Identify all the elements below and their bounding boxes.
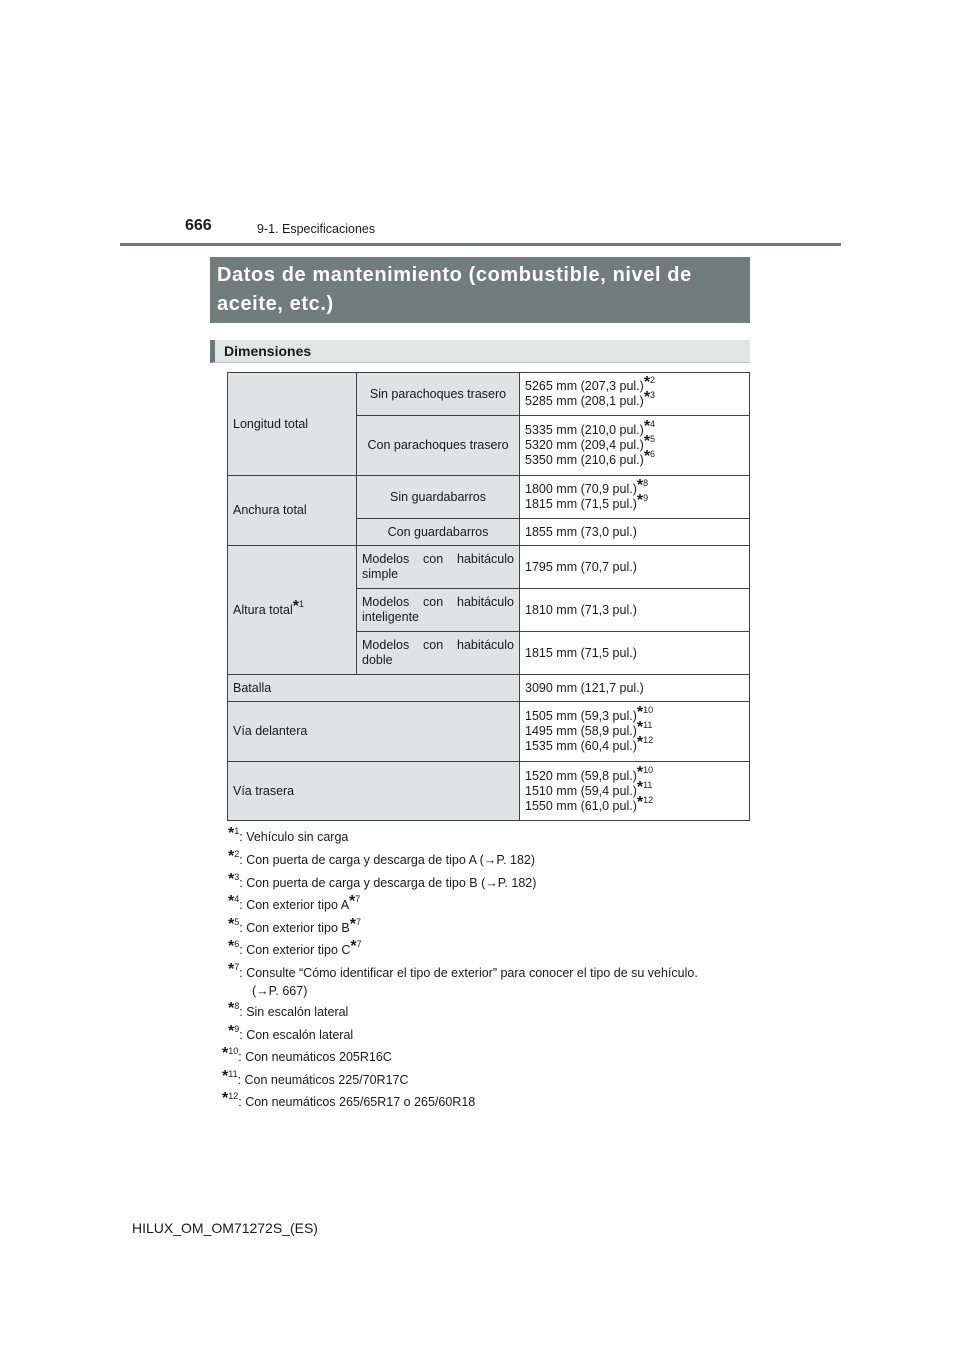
value-cell <box>520 702 750 762</box>
row-header-altura <box>228 546 357 675</box>
footnote-asterisk: * <box>228 893 235 910</box>
note-number: 5 <box>650 434 656 444</box>
table-row <box>228 546 750 589</box>
footnote-number: 12 <box>228 1091 239 1101</box>
note-number: 6 <box>650 449 656 459</box>
value-text: 1510 mm (59,4 pul.) <box>525 783 637 798</box>
footnote-asterisk: * <box>222 1045 229 1062</box>
page-title: Datos de mantenimiento (combustible, nivel de aceite, etc.) <box>210 257 750 323</box>
footnote-text: : Con neumáticos 205R16C <box>238 1050 392 1064</box>
note-asterisk: * <box>636 778 644 796</box>
footnote-text: : Con exterior tipo C <box>239 943 351 957</box>
footnote-number: 10 <box>228 1046 239 1056</box>
row-header-anchura: Anchura total <box>228 476 357 546</box>
note-asterisk: * <box>643 389 651 406</box>
footnote-9 <box>228 1023 354 1043</box>
subheader-sin-guardabarros: Sin guardabarros <box>357 476 520 519</box>
section-label: 9-1. Especificaciones <box>257 222 376 236</box>
note-number: 12 <box>643 794 654 805</box>
footnote-number: 5 <box>234 917 240 927</box>
footnote-text: : Con puerta de carga y descarga de tipo A (→P. 182) <box>239 853 536 867</box>
value-cell: 1815 mm (71,5 pul.) <box>520 632 750 675</box>
subheader-sin-parachoques: Sin parachoques trasero <box>357 373 520 416</box>
note-number: 8 <box>643 478 649 488</box>
footnote-number: 4 <box>234 894 240 904</box>
footnote-asterisk: * <box>228 871 235 888</box>
value-cell <box>520 373 750 416</box>
note-number: 10 <box>643 705 654 715</box>
value-text: 5350 mm (210,6 pul.) <box>525 453 644 467</box>
value-cell: 3090 mm (121,7 pul.) <box>520 675 750 702</box>
footnote-number: 8 <box>234 1001 240 1011</box>
footnote-text: : Con escalón lateral <box>239 1028 354 1042</box>
footnote-4 <box>228 893 361 913</box>
value-cell: 1795 mm (70,7 pul.) <box>520 546 750 589</box>
footnote-11 <box>222 1068 409 1088</box>
note-number: 7 <box>355 917 361 927</box>
value-text: 5320 mm (209,4 pul.) <box>525 438 644 452</box>
table-row <box>228 702 750 762</box>
footnote-number: 9 <box>234 1024 240 1034</box>
row-header-via-trasera: Vía trasera <box>228 762 520 821</box>
footnote-asterisk: * <box>228 1000 235 1017</box>
row-header-via-delantera: Vía delantera <box>228 702 520 762</box>
note-asterisk: * <box>292 597 299 615</box>
value-text: 5285 mm (208,1 pul.) <box>525 394 644 408</box>
footnote-1 <box>228 825 349 845</box>
note-asterisk: * <box>350 938 357 955</box>
note-number: 4 <box>650 419 656 429</box>
footnote-asterisk: * <box>228 848 235 865</box>
value-text: 5335 mm (210,0 pul.) <box>525 423 644 437</box>
subsection-heading: Dimensiones <box>210 340 750 363</box>
note-asterisk: * <box>636 704 644 721</box>
value-text: 1815 mm (71,5 pul.) <box>525 497 637 511</box>
footnote-12 <box>222 1090 476 1110</box>
note-number: 1 <box>299 598 305 609</box>
value-cell <box>520 476 750 519</box>
footnote-text: : Vehículo sin carga <box>239 830 349 844</box>
note-number: 2 <box>650 375 656 385</box>
table-row <box>228 476 750 519</box>
footnote-number: 1 <box>234 826 240 836</box>
note-asterisk: * <box>636 492 644 509</box>
subheader-habitaculo-inteligente: Modelos con habitáculo inteligente <box>357 589 520 632</box>
note-asterisk: * <box>636 719 644 736</box>
value-cell: 1855 mm (73,0 pul.) <box>520 519 750 546</box>
subheader-habitaculo-doble: Modelos con habitáculo doble <box>357 632 520 675</box>
page-number: 666 <box>185 217 212 234</box>
note-asterisk: * <box>643 418 651 435</box>
footnote-8 <box>228 1000 349 1020</box>
footnote-5 <box>228 916 361 936</box>
footnote-text: : Con neumáticos 265/65R17 o 265/60R18 <box>238 1095 476 1109</box>
footnote-asterisk: * <box>228 961 235 978</box>
footnote-text: : Con exterior tipo A <box>239 898 350 912</box>
footnote-text: : Con puerta de carga y descarga de tipo B (→P. 182) <box>239 876 537 890</box>
value-text: 1800 mm (70,9 pul.) <box>525 482 637 496</box>
row-header-text: Altura total <box>233 602 293 617</box>
subheader-habitaculo-simple: Modelos con habitáculo simple <box>357 546 520 589</box>
footnote-text: : Sin escalón lateral <box>239 1005 349 1019</box>
footnote-text: : Con neumáticos 225/70R17C <box>237 1073 409 1087</box>
value-text: 1505 mm (59,3 pul.) <box>525 709 637 723</box>
row-header-longitud: Longitud total <box>228 373 357 476</box>
footnote-number: 2 <box>234 849 240 859</box>
table-row <box>228 762 750 821</box>
footnote-number: 7 <box>234 962 240 972</box>
footer-document-code: HILUX_OM_OM71272S_(ES) <box>132 1220 318 1236</box>
footnote-7 <box>228 961 698 981</box>
footnote-asterisk: * <box>228 1023 235 1040</box>
footnote-asterisk: * <box>222 1090 229 1107</box>
footnote-number: 6 <box>234 939 240 949</box>
footnote-asterisk: * <box>222 1068 229 1085</box>
footnote-text: : Consulte “Cómo identificar el tipo de exterior” para conocer el tipo de su vehículo. <box>239 966 698 980</box>
footnote-10 <box>222 1045 392 1065</box>
subheader-con-parachoques: Con parachoques trasero <box>357 416 520 476</box>
value-cell <box>520 762 750 821</box>
note-asterisk: * <box>349 916 356 933</box>
footnote-6 <box>228 938 362 958</box>
note-asterisk: * <box>636 763 644 781</box>
footnote-3 <box>228 871 537 891</box>
note-number: 10 <box>643 764 654 775</box>
value-text: 1495 mm (58,9 pul.) <box>525 724 637 738</box>
note-number: 9 <box>643 493 649 503</box>
note-asterisk: * <box>349 893 356 910</box>
note-asterisk: * <box>643 433 651 450</box>
note-asterisk: * <box>643 374 651 391</box>
footnote-asterisk: * <box>228 916 235 933</box>
value-cell: 1810 mm (71,3 pul.) <box>520 589 750 632</box>
row-header-batalla: Batalla <box>228 675 520 702</box>
note-number: 3 <box>650 390 656 400</box>
footnote-asterisk: * <box>228 825 235 842</box>
footnote-2 <box>228 848 536 868</box>
note-number: 12 <box>643 735 654 745</box>
note-number: 11 <box>643 720 653 730</box>
footnote-asterisk: * <box>228 938 235 955</box>
value-text: 1535 mm (60,4 pul.) <box>525 739 637 753</box>
subheader-con-guardabarros: Con guardabarros <box>357 519 520 546</box>
footnote-7-continuation: (→P. 667) <box>252 984 308 998</box>
value-text: 5265 mm (207,3 pul.) <box>525 379 644 393</box>
note-asterisk: * <box>636 477 644 494</box>
value-cell <box>520 416 750 476</box>
note-number: 7 <box>355 894 361 904</box>
footnote-number: 11 <box>228 1069 238 1079</box>
value-text: 1520 mm (59,8 pul.) <box>525 768 637 783</box>
footnote-text: : Con exterior tipo B <box>239 921 350 935</box>
table-row <box>228 675 750 702</box>
footnote-number: 3 <box>234 872 240 882</box>
note-number: 7 <box>356 939 362 949</box>
dimensions-table <box>227 372 750 821</box>
table-row <box>228 373 750 416</box>
header-rule <box>120 243 841 246</box>
value-text: 1550 mm (61,0 pul.) <box>525 798 637 813</box>
note-number: 11 <box>643 779 653 790</box>
note-asterisk: * <box>636 734 644 751</box>
note-asterisk: * <box>636 793 644 811</box>
note-asterisk: * <box>643 448 651 465</box>
